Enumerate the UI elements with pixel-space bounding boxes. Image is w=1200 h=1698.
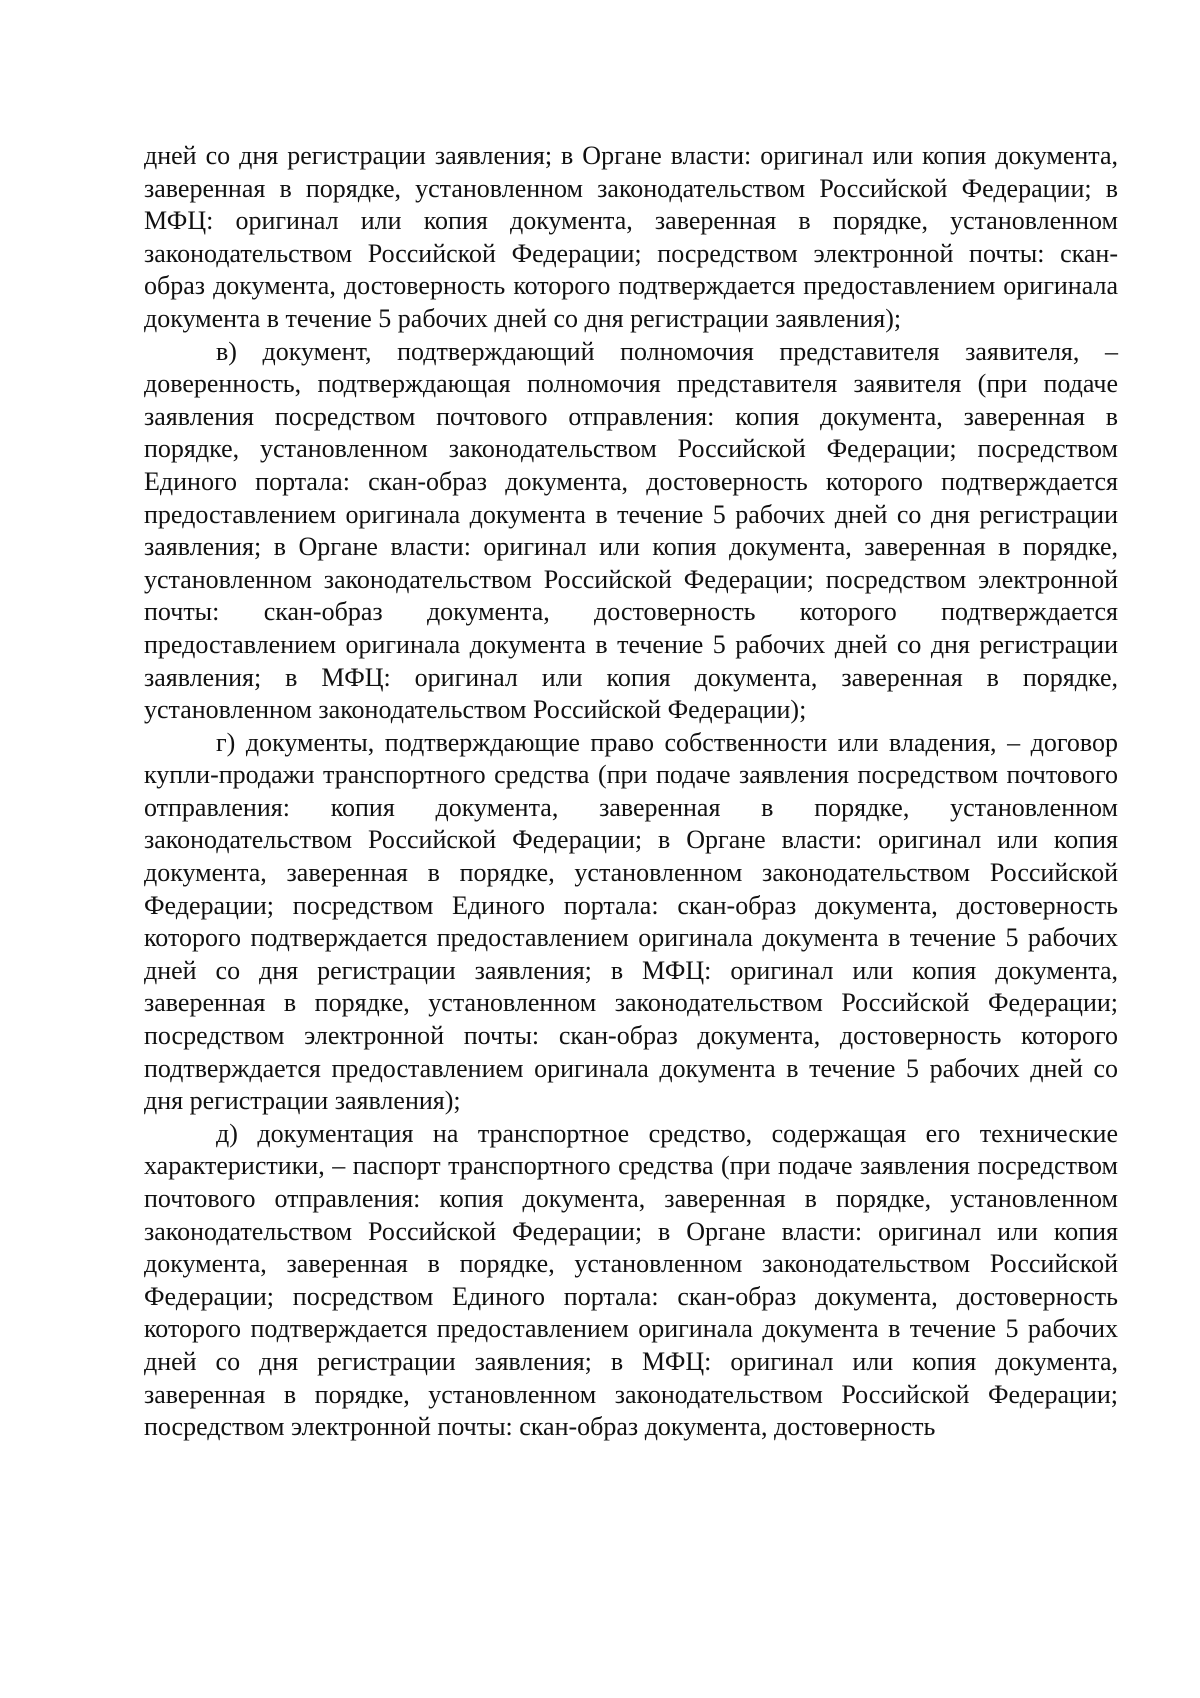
paragraph-item-d: д) документация на транспортное средство, содержащая его технические характеристики, – паспорт транспортного средства (при подаче заявления посредством почтового отправления: копия документа, заверенная в порядке, установленном законодательством Российской Федерации; в Органе власти: оригинал или копия документа, заверенная в порядке, установленном законодательством Российской Федерации; посредством Единого портала: скан-образ документа, достоверность которого подтверждается предоставлением оригинала документа в течение 5 рабочих дней со дня регистрации заявления; в МФЦ: оригинал или копия документа, заверенная в порядке, установленном законодательством Российской Федерации; посредством электронной почты: скан-образ документа, достоверность [144, 1118, 1118, 1442]
document-page [144, 140, 1118, 1444]
paragraph-item-g: г) документы, подтверждающие право собственности или владения, – договор купли-продажи транспортного средства (при подаче заявления посредством почтового отправления: копия документа, заверенная в порядке, установленном законодательством Российской Федерации; в Органе власти: оригинал или копия документа, заверенная в порядке, установленном законодательством Российской Федерации; посредством Единого портала: скан-образ документа, достоверность которого подтверждается предоставлением оригинала документа в течение 5 рабочих дней со дня регистрации заявления; в МФЦ: оригинал или копия документа, заверенная в порядке, установленном законодательством Российской Федерации; посредством электронной почты: скан-образ документа, достоверность которого подтверждается предоставлением оригинала документа в течение 5 рабочих дней со дня регистрации заявления); [144, 727, 1118, 1116]
paragraph-continuation: дней со дня регистрации заявления; в Органе власти: оригинал или копия документа, заверенная в порядке, установленном законодательством Российской Федерации; в МФЦ: оригинал или копия документа, заверенная в порядке, установленном законодательством Российской Федерации; посредством электронной почты: скан-образ документа, достоверность которого подтверждается предоставлением оригинала документа в течение 5 рабочих дней со дня регистрации заявления); [144, 141, 1118, 333]
paragraph-item-v: в) документ, подтверждающий полномочия представителя заявителя, – доверенность, подтверждающая полномочия представителя заявителя (при подаче заявления посредством почтового отправления: копия документа, заверенная в порядке, установленном законодательством Российской Федерации; посредством Единого портала: скан-образ документа, достоверность которого подтверждается предоставлением оригинала документа в течение 5 рабочих дней со дня регистрации заявления; в Органе власти: оригинал или копия документа, заверенная в порядке, установленном законодательством Российской Федерации; посредством электронной почты: скан-образ документа, достоверность которого подтверждается предоставлением оригинала документа в течение 5 рабочих дней со дня регистрации заявления; в МФЦ: оригинал или копия документа, заверенная в порядке, установленном законодательством Российской Федерации); [144, 336, 1118, 725]
